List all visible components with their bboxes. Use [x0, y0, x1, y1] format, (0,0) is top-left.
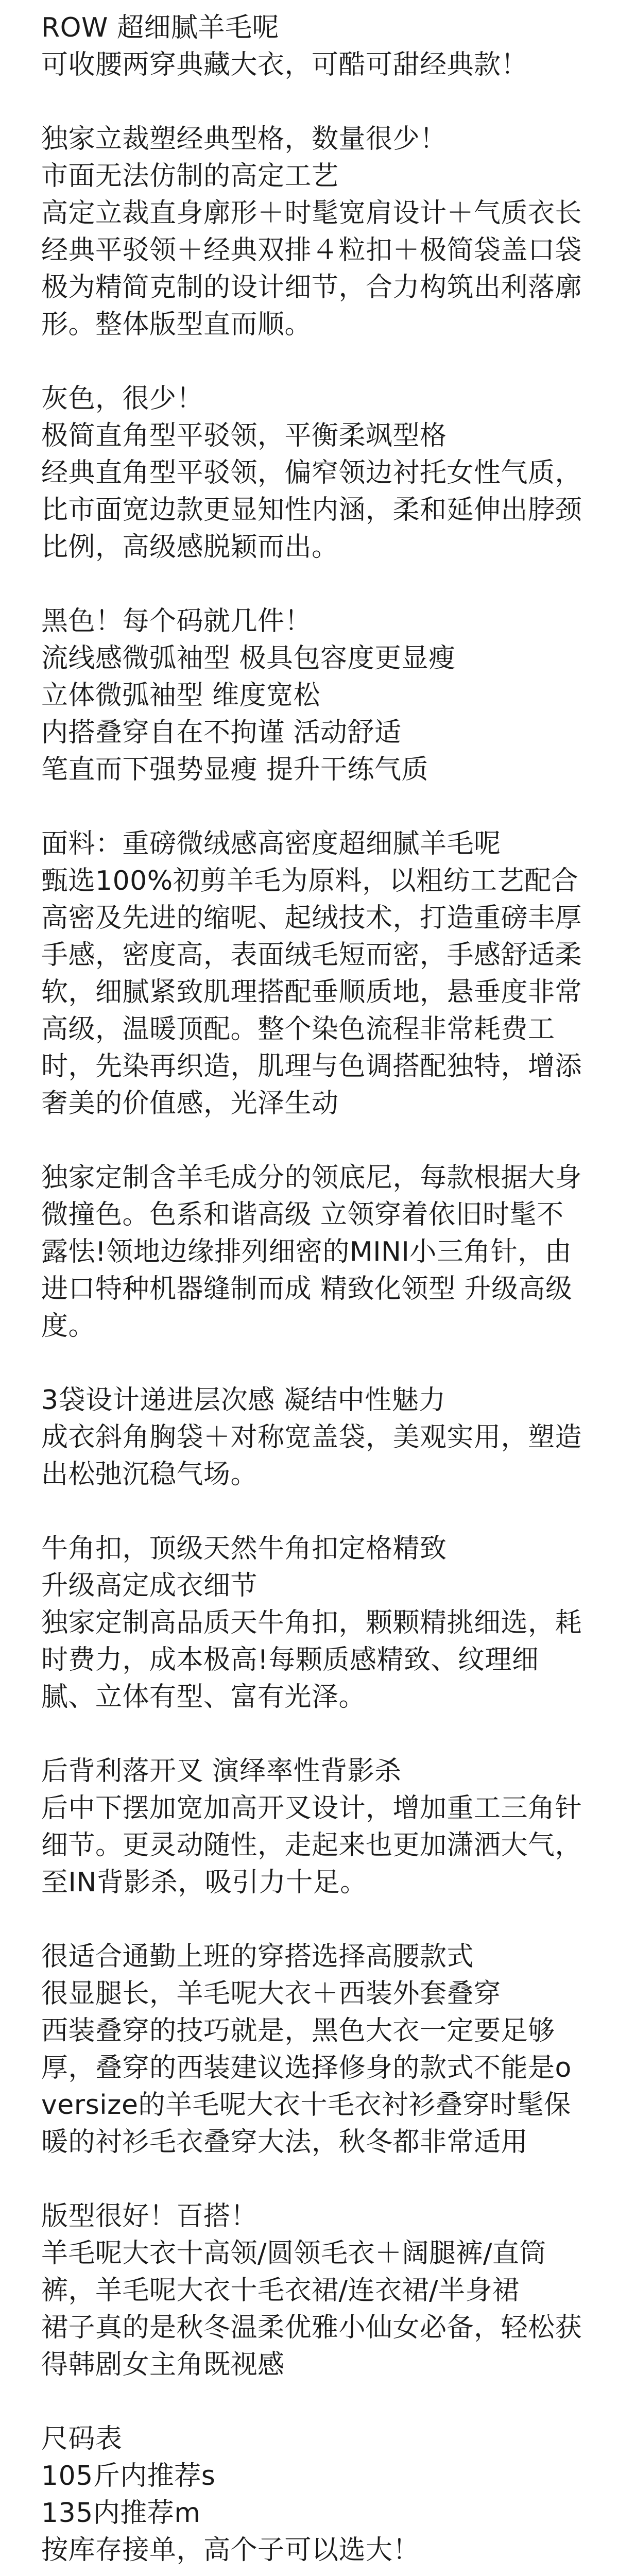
paragraph-line: 笔直而下强势显瘦 提升干练气质 [41, 754, 429, 785]
description-paragraph [41, 1530, 583, 1716]
paragraph-line: 135内推荐m [41, 2498, 201, 2529]
paragraph-line: 很显腿长，羊毛呢大衣＋西装外套叠穿 [41, 1978, 501, 2009]
description-paragraph [41, 1938, 583, 2161]
paragraph-line: ROW 超细腻羊毛呢 [41, 12, 280, 43]
description-paragraph [41, 1159, 583, 1345]
description-paragraphs [41, 9, 583, 2569]
paragraph-line: 内搭叠穿自在不拘谨 活动舒适 [41, 717, 402, 748]
paragraph-line: 甄选100%初剪羊毛为原料，以粗纺工艺配合高密及先进的缩呢、起绒技术，打造重磅丰厚手感，密度高，表面绒毛短而密，手感舒适柔软，细腻紧致肌理搭配垂顺质地，悬垂度非常高级，温暖顶配。整个染色流程非常耗费工时，先染再织造，肌理与色调搭配独特，增添奢美的价值感，光泽生动 [41, 866, 582, 1119]
paragraph-line: 后中下摆加宽加高开叉设计，增加重工三角针细节。更灵动随性，走起来也更加潇洒大气，至IN背影杀，吸引力十足。 [41, 1793, 582, 1898]
paragraph-line: 独家立裁塑经典型格，数量很少！ [41, 124, 447, 155]
paragraph-line: 3袋设计递进层次感 凝结中性魅力 [41, 1385, 446, 1416]
description-paragraph [41, 825, 583, 1122]
paragraph-line: 高定立裁直身廓形＋时髦宽肩设计＋气质衣长经典平驳领＋经典双排４粒扣＋极简袋盖口袋 [41, 198, 582, 266]
description-paragraph [41, 380, 583, 566]
paragraph-line: 尺码表 [41, 2424, 123, 2454]
paragraph-line: 立体微弧袖型 维度宽松 [41, 680, 321, 711]
description-paragraph [41, 2420, 583, 2569]
paragraph-line: 按库存接单，高个子可以选大！ [41, 2535, 420, 2566]
paragraph-line: 极为精简克制的设计细节，合力构筑出利落廓形。整体版型直而顺。 [41, 272, 582, 340]
paragraph-line: 裙子真的是秋冬温柔优雅小仙女必备，轻松获得韩剧女主角既视感 [41, 2312, 582, 2380]
paragraph-line: 流线感微弧袖型 极具包容度更显瘦 [41, 643, 456, 674]
description-paragraph [41, 603, 583, 788]
paragraph-line: 独家定制含羊毛成分的领底尼，每款根据大身微撞色。色系和谐高级 立领穿着依旧时髦不露怯!领地边缘排列细密的MINI小三角针，由进口特种机器缝制而成 精致化领型 升级高级度。 [41, 1162, 582, 1342]
description-paragraph [41, 121, 583, 343]
paragraph-line: 市面无法仿制的高定工艺 [41, 161, 339, 192]
paragraph-line: 成衣斜角胸袋＋对称宽盖袋，美观实用，塑造出松弛沉稳气场。 [41, 1422, 582, 1490]
paragraph-line: 黑色！每个码就几件！ [41, 606, 312, 637]
paragraph-line: 105斤内推荐s [41, 2461, 216, 2492]
paragraph-line: 升级高定成衣细节 [41, 1570, 258, 1601]
description-paragraph [41, 1382, 583, 1493]
top-spacer [41, 0, 583, 9]
paragraph-line: 牛角扣，顶级天然牛角扣定格精致 [41, 1533, 447, 1564]
paragraph-line: 面料：重磅微绒感高密度超细腻羊毛呢 [41, 828, 501, 859]
paragraph-line: 很适合通勤上班的穿搭选择高腰款式 [41, 1941, 474, 1972]
paragraph-line: 版型很好！百搭！ [41, 2201, 258, 2232]
paragraph-line: 灰色，很少！ [41, 383, 204, 414]
paragraph-line: 经典直角型平驳领，偏窄领边衬托女性气质，比市面宽边款更显知性内涵，柔和延伸出脖颈比例，高级感脱颖而出。 [41, 457, 582, 563]
paragraph-line: 极简直角型平驳领，平衡柔飒型格 [41, 420, 447, 451]
paragraph-line: 西装叠穿的技巧就是，黑色大衣一定要足够厚，叠穿的西装建议选择修身的款式不能是oversize的羊毛呢大衣十毛衣衬衫叠穿时髦保暖的衬衫毛衣叠穿大法，秋冬都非常适用 [41, 2015, 572, 2158]
description-paragraph [41, 1753, 583, 1901]
paragraph-line: 可收腰两穿典藏大衣，可酷可甜经典款！ [41, 49, 528, 80]
paragraph-line: 羊毛呢大衣十高领/圆领毛衣＋阔腿裤/直筒裤，羊毛呢大衣十毛衣裙/连衣裙/半身裙 [41, 2238, 547, 2306]
paragraph-line: 后背利落开叉 演绎率性背影杀 [41, 1756, 402, 1787]
description-paragraph [41, 9, 583, 83]
paragraph-line: 独家定制高品质天牛角扣，颗颗精挑细选，耗时费力，成本极高!每颗质感精致、纹理细腻、立体有型、富有光泽。 [41, 1607, 582, 1713]
description-paragraph [41, 2198, 583, 2383]
